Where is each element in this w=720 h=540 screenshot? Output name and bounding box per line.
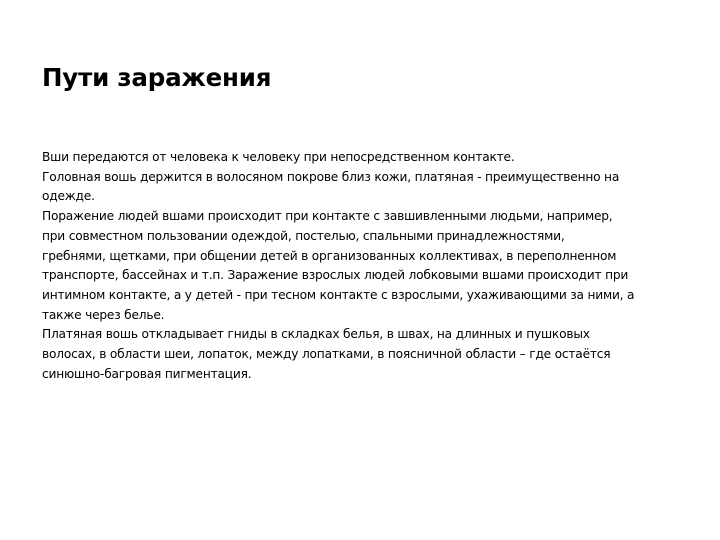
body-line: при совместном пользовании одеждой, постелью, спальными принадлежностями, [42, 228, 565, 243]
body-line: волосах, в области шеи, лопаток, между лопатками, в поясничной области – где остаётся [42, 347, 611, 362]
slide-body [42, 148, 682, 384]
body-line: интимном контакте, а у детей - при тесном контакте с взрослыми, ухаживающими за ними, а [42, 287, 635, 302]
body-line: Платяная вошь откладывает гниды в складках белья, в швах, на длинных и пушковых [42, 327, 590, 342]
body-line: Головная вошь держится в волосяном покрове близ кожи, платяная - преимущественно на [42, 169, 620, 184]
body-line: синюшно-багровая пигментация. [42, 366, 252, 381]
body-line: Вши передаются от человека к человеку при непосредственном контакте. [42, 150, 515, 164]
body-line: также через белье. [42, 307, 165, 322]
body-line: Поражение людей вшами происходит при контакте с завшивленными людьми, например, [42, 209, 613, 224]
body-line: одежде. [42, 189, 95, 204]
body-line: гребнями, щетками, при общении детей в организованных коллективах, в переполненном [42, 248, 617, 263]
body-line: транспорте, бассейнах и т.п. Заражение взрослых людей лобковыми вшами происходит при [42, 268, 629, 283]
slide-title: Пути заражения [42, 63, 272, 92]
